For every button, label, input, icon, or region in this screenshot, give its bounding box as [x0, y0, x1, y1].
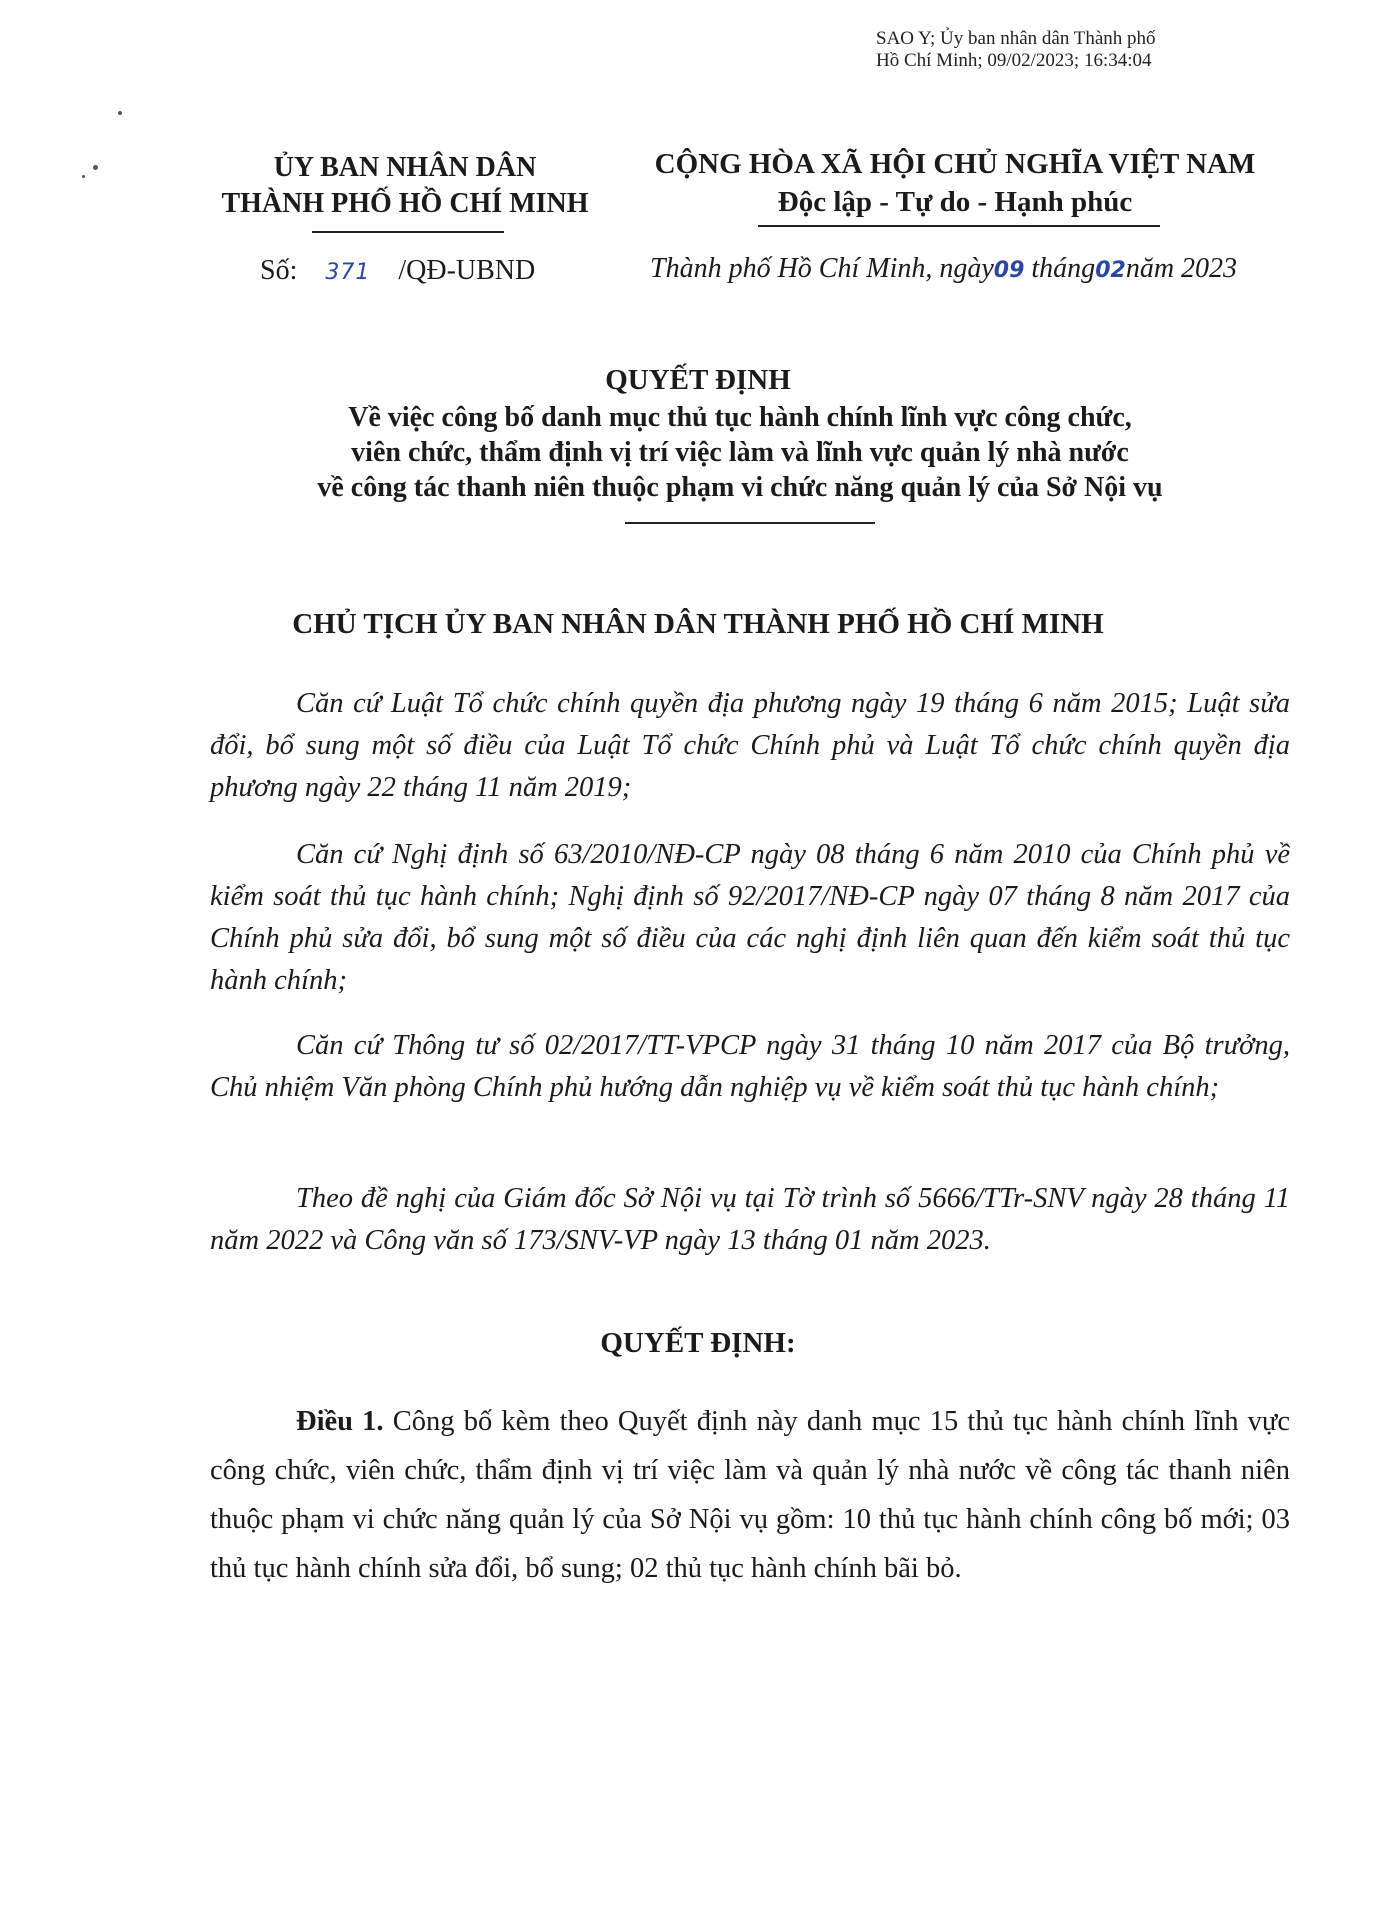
scan-speck: [82, 175, 85, 178]
date-year: năm 2023: [1125, 253, 1238, 284]
article-1-label: Điều 1.: [296, 1406, 384, 1437]
doc-number-prefix: Số:: [260, 255, 298, 286]
issuer-line-1: ỦY BAN NHÂN DÂN: [273, 152, 537, 183]
subject-line-1: Về việc công bố danh mục thủ tục hành chính lĩnh vực công chức,: [348, 402, 1132, 433]
legal-basis-paragraph: Căn cứ Nghị định số 63/2010/NĐ-CP ngày 08 tháng 6 năm 2010 của Chính phủ về kiểm soát thủ tục hành chính; Nghị định số 92/2017/NĐ-CP ngày 07 tháng 8 năm 2017 của Chính phủ sửa đổi, bổ sung một số điều của các nghị định liên quan đến kiểm soát thủ tục hành chính;: [210, 839, 1290, 996]
motto-underline: [758, 225, 1160, 227]
subject-line-2: viên chức, thẩm định vị trí việc làm và lĩnh vực quản lý nhà nước: [351, 437, 1129, 468]
chairman-heading: CHỦ TỊCH ỦY BAN NHÂN DÂN THÀNH PHỐ HỒ CHÍ MINH: [292, 608, 1104, 640]
legal-basis-paragraph: Căn cứ Thông tư số 02/2017/TT-VPCP ngày 31 tháng 10 năm 2017 của Bộ trưởng, Chủ nhiệm Văn phòng Chính phủ hướng dẫn nghiệp vụ về kiểm soát thủ tục hành chính;: [210, 1030, 1290, 1103]
certified-copy-stamp: [876, 28, 1156, 72]
issuer-line-2: THÀNH PHỐ HỒ CHÍ MINH: [221, 188, 589, 219]
scan-speck: [93, 165, 98, 170]
document-number: [260, 255, 535, 287]
issuer-underline: [312, 231, 504, 233]
issuing-authority: [180, 150, 630, 222]
copy-stamp-line-1: SAO Y; Ủy ban nhân dân Thành phố: [876, 28, 1156, 49]
decides-heading: QUYẾT ĐỊNH:: [600, 1327, 796, 1359]
national-header: [630, 145, 1280, 221]
doc-number-handwritten: 371: [325, 260, 371, 285]
date-month-word: tháng: [1031, 253, 1096, 284]
document-title: QUYẾT ĐỊNH: [605, 364, 791, 396]
subject-underline: [625, 522, 875, 524]
scan-speck: [118, 111, 122, 115]
date-place: Thành phố Hồ Chí Minh, ngày: [650, 253, 994, 284]
national-name: CỘNG HÒA XÃ HỘI CHỦ NGHĨA VIỆT NAM: [654, 148, 1256, 180]
copy-stamp-line-2: Hồ Chí Minh; 09/02/2023; 16:34:04: [876, 50, 1152, 71]
date-day-handwritten: 09: [993, 258, 1025, 283]
article-1: [210, 1397, 1290, 1593]
article-1-text: Công bố kèm theo Quyết định này danh mục 15 thủ tục hành chính lĩnh vực công chức, viên chức, thẩm định vị trí việc làm và quản lý nhà nước về công tác thanh niên thuộc phạm vi chức năng quản lý của Sở Nội vụ gồm: 10 thủ tục hành chính công bố mới; 03 thủ tục hành chính sửa đổi, bổ sung; 02 thủ tục hành chính bãi bỏ.: [210, 1406, 1290, 1584]
date-month-handwritten: 02: [1095, 258, 1126, 283]
doc-number-suffix: /QĐ-UBND: [398, 255, 536, 286]
national-motto: Độc lập - Tự do - Hạnh phúc: [777, 186, 1133, 218]
document-subject: [200, 400, 1280, 505]
issue-date: [650, 253, 1237, 285]
subject-line-3: về công tác thanh niên thuộc phạm vi chức năng quản lý của Sở Nội vụ: [317, 472, 1163, 503]
legal-basis-paragraph: Theo đề nghị của Giám đốc Sở Nội vụ tại Tờ trình số 5666/TTr-SNV ngày 28 tháng 11 năm 2022 và Công văn số 173/SNV-VP ngày 13 tháng 01 năm 2023.: [210, 1183, 1290, 1256]
legal-basis-paragraph: Căn cứ Luật Tổ chức chính quyền địa phương ngày 19 tháng 6 năm 2015; Luật sửa đổi, bổ sung một số điều của Luật Tổ chức Chính phủ và Luật Tổ chức chính quyền địa phương ngày 22 tháng 11 năm 2019;: [210, 688, 1290, 803]
